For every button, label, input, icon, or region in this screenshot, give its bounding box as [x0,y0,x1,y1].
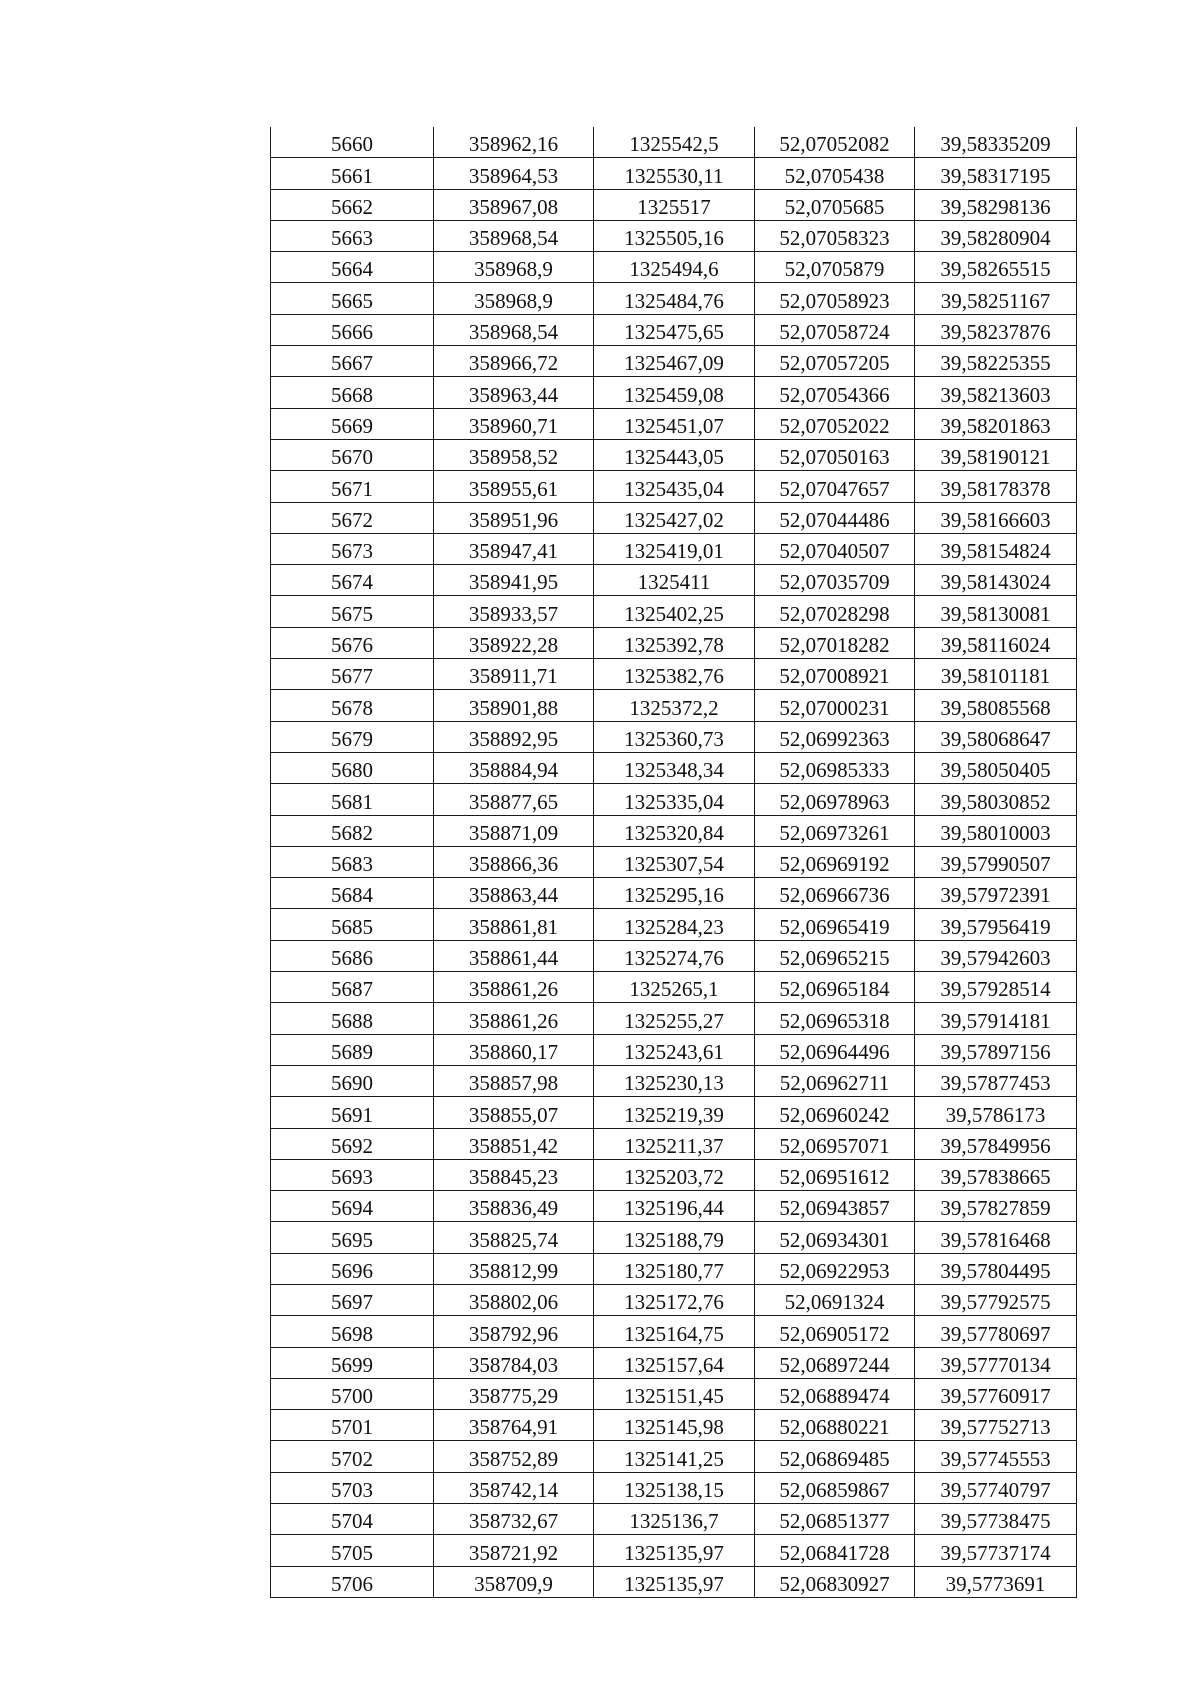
table-row [271,1504,1077,1535]
latitude-cell: 52,07028298 [755,596,915,627]
longitude-cell: 39,57760917 [915,1378,1077,1409]
point-number-cell: 5668 [271,377,434,408]
longitude-cell: 39,58166603 [915,502,1077,533]
y-coordinate-cell: 1325151,45 [594,1378,755,1409]
table-row [271,220,1077,251]
table-row [271,1441,1077,1472]
point-number-cell: 5666 [271,314,434,345]
longitude-cell: 39,57838665 [915,1159,1077,1190]
latitude-cell: 52,06841728 [755,1535,915,1566]
table-row [271,659,1077,690]
latitude-cell: 52,06965215 [755,940,915,971]
y-coordinate-cell: 1325295,16 [594,878,755,909]
point-number-cell: 5688 [271,1003,434,1034]
x-coordinate-cell: 358958,52 [434,439,594,470]
latitude-cell: 52,07018282 [755,627,915,658]
table-row [271,1410,1077,1441]
longitude-cell: 39,57897156 [915,1034,1077,1065]
latitude-cell: 52,07057205 [755,346,915,377]
y-coordinate-cell: 1325230,13 [594,1065,755,1096]
y-coordinate-cell: 1325530,11 [594,158,755,189]
latitude-cell: 52,06965419 [755,909,915,940]
point-number-cell: 5682 [271,815,434,846]
point-number-cell: 5660 [271,127,434,158]
point-number-cell: 5673 [271,533,434,564]
x-coordinate-cell: 358933,57 [434,596,594,627]
longitude-cell: 39,58178378 [915,471,1077,502]
x-coordinate-cell: 358968,54 [434,220,594,251]
point-number-cell: 5700 [271,1378,434,1409]
latitude-cell: 52,06973261 [755,815,915,846]
longitude-cell: 39,5773691 [915,1566,1077,1597]
table-row [271,1097,1077,1128]
y-coordinate-cell: 1325211,37 [594,1128,755,1159]
x-coordinate-cell: 358812,99 [434,1253,594,1284]
longitude-cell: 39,58213603 [915,377,1077,408]
latitude-cell: 52,06943857 [755,1191,915,1222]
point-number-cell: 5662 [271,189,434,220]
point-number-cell: 5698 [271,1316,434,1347]
table-row [271,1034,1077,1065]
longitude-cell: 39,57737174 [915,1535,1077,1566]
latitude-cell: 52,06992363 [755,721,915,752]
y-coordinate-cell: 1325435,04 [594,471,755,502]
longitude-cell: 39,58101181 [915,659,1077,690]
table-row [271,815,1077,846]
longitude-cell: 39,58265515 [915,252,1077,283]
longitude-cell: 39,58225355 [915,346,1077,377]
x-coordinate-cell: 358968,9 [434,283,594,314]
y-coordinate-cell: 1325419,01 [594,533,755,564]
latitude-cell: 52,06922953 [755,1253,915,1284]
table-row [271,189,1077,220]
x-coordinate-cell: 358709,9 [434,1566,594,1597]
x-coordinate-cell: 358911,71 [434,659,594,690]
x-coordinate-cell: 358963,44 [434,377,594,408]
x-coordinate-cell: 358861,26 [434,1003,594,1034]
longitude-cell: 39,58154824 [915,533,1077,564]
y-coordinate-cell: 1325443,05 [594,439,755,470]
y-coordinate-cell: 1325135,97 [594,1535,755,1566]
longitude-cell: 39,58237876 [915,314,1077,345]
longitude-cell: 39,5786173 [915,1097,1077,1128]
point-number-cell: 5667 [271,346,434,377]
latitude-cell: 52,06934301 [755,1222,915,1253]
table-row [271,565,1077,596]
point-number-cell: 5674 [271,565,434,596]
latitude-cell: 52,07047657 [755,471,915,502]
x-coordinate-cell: 358861,81 [434,909,594,940]
latitude-cell: 52,06965184 [755,972,915,1003]
latitude-cell: 52,0705685 [755,189,915,220]
longitude-cell: 39,58085568 [915,690,1077,721]
point-number-cell: 5694 [271,1191,434,1222]
latitude-cell: 52,06964496 [755,1034,915,1065]
x-coordinate-cell: 358968,9 [434,252,594,283]
x-coordinate-cell: 358955,61 [434,471,594,502]
table-row [271,1003,1077,1034]
y-coordinate-cell: 1325517 [594,189,755,220]
table-row [271,784,1077,815]
latitude-cell: 52,07000231 [755,690,915,721]
point-number-cell: 5665 [271,283,434,314]
x-coordinate-cell: 358947,41 [434,533,594,564]
latitude-cell: 52,06851377 [755,1504,915,1535]
y-coordinate-cell: 1325136,7 [594,1504,755,1535]
x-coordinate-cell: 358968,54 [434,314,594,345]
latitude-cell: 52,0705879 [755,252,915,283]
table-row [271,846,1077,877]
y-coordinate-cell: 1325188,79 [594,1222,755,1253]
point-number-cell: 5679 [271,721,434,752]
longitude-cell: 39,58116024 [915,627,1077,658]
longitude-cell: 39,58201863 [915,408,1077,439]
y-coordinate-cell: 1325411 [594,565,755,596]
longitude-cell: 39,57956419 [915,909,1077,940]
point-number-cell: 5664 [271,252,434,283]
x-coordinate-cell: 358861,44 [434,940,594,971]
y-coordinate-cell: 1325427,02 [594,502,755,533]
table-row [271,1566,1077,1597]
y-coordinate-cell: 1325392,78 [594,627,755,658]
coordinates-table [270,127,1077,1598]
y-coordinate-cell: 1325265,1 [594,972,755,1003]
table-row [271,502,1077,533]
longitude-cell: 39,57770134 [915,1347,1077,1378]
x-coordinate-cell: 358825,74 [434,1222,594,1253]
x-coordinate-cell: 358884,94 [434,752,594,783]
longitude-cell: 39,57914181 [915,1003,1077,1034]
longitude-cell: 39,57752713 [915,1410,1077,1441]
latitude-cell: 52,06905172 [755,1316,915,1347]
x-coordinate-cell: 358845,23 [434,1159,594,1190]
y-coordinate-cell: 1325307,54 [594,846,755,877]
latitude-cell: 52,07054366 [755,377,915,408]
x-coordinate-cell: 358962,16 [434,127,594,158]
y-coordinate-cell: 1325203,72 [594,1159,755,1190]
latitude-cell: 52,06951612 [755,1159,915,1190]
longitude-cell: 39,58030852 [915,784,1077,815]
longitude-cell: 39,57827859 [915,1191,1077,1222]
x-coordinate-cell: 358732,67 [434,1504,594,1535]
point-number-cell: 5669 [271,408,434,439]
y-coordinate-cell: 1325274,76 [594,940,755,971]
y-coordinate-cell: 1325335,04 [594,784,755,815]
point-number-cell: 5685 [271,909,434,940]
table-row [271,878,1077,909]
table-row [271,158,1077,189]
longitude-cell: 39,57738475 [915,1504,1077,1535]
point-number-cell: 5693 [271,1159,434,1190]
table-row [271,1535,1077,1566]
x-coordinate-cell: 358871,09 [434,815,594,846]
table-row [271,127,1077,158]
latitude-cell: 52,0691324 [755,1284,915,1315]
point-number-cell: 5706 [271,1566,434,1597]
table-row [271,1316,1077,1347]
table-row [271,346,1077,377]
x-coordinate-cell: 358792,96 [434,1316,594,1347]
table-row [271,940,1077,971]
latitude-cell: 52,07052022 [755,408,915,439]
latitude-cell: 52,07052082 [755,127,915,158]
latitude-cell: 52,06969192 [755,846,915,877]
point-number-cell: 5696 [271,1253,434,1284]
latitude-cell: 52,06897244 [755,1347,915,1378]
table-row [271,314,1077,345]
y-coordinate-cell: 1325372,2 [594,690,755,721]
point-number-cell: 5692 [271,1128,434,1159]
table-row [271,596,1077,627]
latitude-cell: 52,06966736 [755,878,915,909]
longitude-cell: 39,58010003 [915,815,1077,846]
table-body [271,127,1077,1597]
x-coordinate-cell: 358964,53 [434,158,594,189]
latitude-cell: 52,06869485 [755,1441,915,1472]
y-coordinate-cell: 1325172,76 [594,1284,755,1315]
point-number-cell: 5704 [271,1504,434,1535]
y-coordinate-cell: 1325243,61 [594,1034,755,1065]
table-row [271,1378,1077,1409]
point-number-cell: 5683 [271,846,434,877]
y-coordinate-cell: 1325180,77 [594,1253,755,1284]
y-coordinate-cell: 1325164,75 [594,1316,755,1347]
x-coordinate-cell: 358802,06 [434,1284,594,1315]
longitude-cell: 39,58130081 [915,596,1077,627]
x-coordinate-cell: 358922,28 [434,627,594,658]
table-row [271,909,1077,940]
y-coordinate-cell: 1325135,97 [594,1566,755,1597]
x-coordinate-cell: 358866,36 [434,846,594,877]
table-row [271,627,1077,658]
longitude-cell: 39,58190121 [915,439,1077,470]
latitude-cell: 52,07058724 [755,314,915,345]
longitude-cell: 39,57928514 [915,972,1077,1003]
x-coordinate-cell: 358951,96 [434,502,594,533]
table-row [271,1128,1077,1159]
table-row [271,1284,1077,1315]
longitude-cell: 39,58050405 [915,752,1077,783]
point-number-cell: 5703 [271,1472,434,1503]
latitude-cell: 52,07058323 [755,220,915,251]
x-coordinate-cell: 358941,95 [434,565,594,596]
point-number-cell: 5705 [271,1535,434,1566]
table-row [271,471,1077,502]
x-coordinate-cell: 358901,88 [434,690,594,721]
table-row [271,533,1077,564]
x-coordinate-cell: 358721,92 [434,1535,594,1566]
latitude-cell: 52,0705438 [755,158,915,189]
point-number-cell: 5680 [271,752,434,783]
y-coordinate-cell: 1325451,07 [594,408,755,439]
point-number-cell: 5671 [271,471,434,502]
y-coordinate-cell: 1325138,15 [594,1472,755,1503]
point-number-cell: 5661 [271,158,434,189]
table-row [271,1159,1077,1190]
longitude-cell: 39,57740797 [915,1472,1077,1503]
longitude-cell: 39,58335209 [915,127,1077,158]
longitude-cell: 39,58143024 [915,565,1077,596]
longitude-cell: 39,57877453 [915,1065,1077,1096]
x-coordinate-cell: 358836,49 [434,1191,594,1222]
x-coordinate-cell: 358742,14 [434,1472,594,1503]
table-row [271,690,1077,721]
y-coordinate-cell: 1325459,08 [594,377,755,408]
table-row [271,1347,1077,1378]
y-coordinate-cell: 1325157,64 [594,1347,755,1378]
latitude-cell: 52,07008921 [755,659,915,690]
x-coordinate-cell: 358960,71 [434,408,594,439]
point-number-cell: 5675 [271,596,434,627]
x-coordinate-cell: 358892,95 [434,721,594,752]
latitude-cell: 52,07040507 [755,533,915,564]
longitude-cell: 39,57972391 [915,878,1077,909]
table-row [271,752,1077,783]
y-coordinate-cell: 1325505,16 [594,220,755,251]
y-coordinate-cell: 1325402,25 [594,596,755,627]
latitude-cell: 52,06985333 [755,752,915,783]
point-number-cell: 5701 [271,1410,434,1441]
y-coordinate-cell: 1325255,27 [594,1003,755,1034]
x-coordinate-cell: 358752,89 [434,1441,594,1472]
latitude-cell: 52,06859867 [755,1472,915,1503]
table-row [271,252,1077,283]
table-row [271,1253,1077,1284]
point-number-cell: 5695 [271,1222,434,1253]
table-row [271,1472,1077,1503]
point-number-cell: 5684 [271,878,434,909]
longitude-cell: 39,57849956 [915,1128,1077,1159]
latitude-cell: 52,06965318 [755,1003,915,1034]
x-coordinate-cell: 358851,42 [434,1128,594,1159]
table-row [271,972,1077,1003]
x-coordinate-cell: 358861,26 [434,972,594,1003]
longitude-cell: 39,58317195 [915,158,1077,189]
latitude-cell: 52,07044486 [755,502,915,533]
point-number-cell: 5699 [271,1347,434,1378]
x-coordinate-cell: 358855,07 [434,1097,594,1128]
longitude-cell: 39,57745553 [915,1441,1077,1472]
y-coordinate-cell: 1325196,44 [594,1191,755,1222]
point-number-cell: 5697 [271,1284,434,1315]
latitude-cell: 52,06957071 [755,1128,915,1159]
y-coordinate-cell: 1325284,23 [594,909,755,940]
latitude-cell: 52,06978963 [755,784,915,815]
point-number-cell: 5690 [271,1065,434,1096]
latitude-cell: 52,06962711 [755,1065,915,1096]
latitude-cell: 52,07035709 [755,565,915,596]
point-number-cell: 5702 [271,1441,434,1472]
y-coordinate-cell: 1325467,09 [594,346,755,377]
y-coordinate-cell: 1325141,25 [594,1441,755,1472]
point-number-cell: 5687 [271,972,434,1003]
y-coordinate-cell: 1325145,98 [594,1410,755,1441]
longitude-cell: 39,57804495 [915,1253,1077,1284]
x-coordinate-cell: 358784,03 [434,1347,594,1378]
point-number-cell: 5689 [271,1034,434,1065]
longitude-cell: 39,57792575 [915,1284,1077,1315]
y-coordinate-cell: 1325475,65 [594,314,755,345]
y-coordinate-cell: 1325320,84 [594,815,755,846]
latitude-cell: 52,06889474 [755,1378,915,1409]
point-number-cell: 5672 [271,502,434,533]
point-number-cell: 5691 [271,1097,434,1128]
x-coordinate-cell: 358764,91 [434,1410,594,1441]
x-coordinate-cell: 358966,72 [434,346,594,377]
x-coordinate-cell: 358857,98 [434,1065,594,1096]
y-coordinate-cell: 1325542,5 [594,127,755,158]
longitude-cell: 39,57990507 [915,846,1077,877]
point-number-cell: 5686 [271,940,434,971]
x-coordinate-cell: 358775,29 [434,1378,594,1409]
latitude-cell: 52,06880221 [755,1410,915,1441]
point-number-cell: 5677 [271,659,434,690]
table-row [271,1065,1077,1096]
table-row [271,721,1077,752]
table-row [271,408,1077,439]
y-coordinate-cell: 1325348,34 [594,752,755,783]
longitude-cell: 39,57816468 [915,1222,1077,1253]
point-number-cell: 5670 [271,439,434,470]
y-coordinate-cell: 1325484,76 [594,283,755,314]
x-coordinate-cell: 358863,44 [434,878,594,909]
table-row [271,283,1077,314]
point-number-cell: 5678 [271,690,434,721]
latitude-cell: 52,06830927 [755,1566,915,1597]
table-row [271,377,1077,408]
table-row [271,1191,1077,1222]
point-number-cell: 5681 [271,784,434,815]
y-coordinate-cell: 1325382,76 [594,659,755,690]
latitude-cell: 52,07058923 [755,283,915,314]
point-number-cell: 5663 [271,220,434,251]
x-coordinate-cell: 358877,65 [434,784,594,815]
longitude-cell: 39,57942603 [915,940,1077,971]
longitude-cell: 39,58068647 [915,721,1077,752]
longitude-cell: 39,58298136 [915,189,1077,220]
y-coordinate-cell: 1325219,39 [594,1097,755,1128]
table-row [271,439,1077,470]
y-coordinate-cell: 1325494,6 [594,252,755,283]
latitude-cell: 52,06960242 [755,1097,915,1128]
table-row [271,1222,1077,1253]
x-coordinate-cell: 358860,17 [434,1034,594,1065]
latitude-cell: 52,07050163 [755,439,915,470]
longitude-cell: 39,58280904 [915,220,1077,251]
y-coordinate-cell: 1325360,73 [594,721,755,752]
longitude-cell: 39,58251167 [915,283,1077,314]
x-coordinate-cell: 358967,08 [434,189,594,220]
longitude-cell: 39,57780697 [915,1316,1077,1347]
point-number-cell: 5676 [271,627,434,658]
